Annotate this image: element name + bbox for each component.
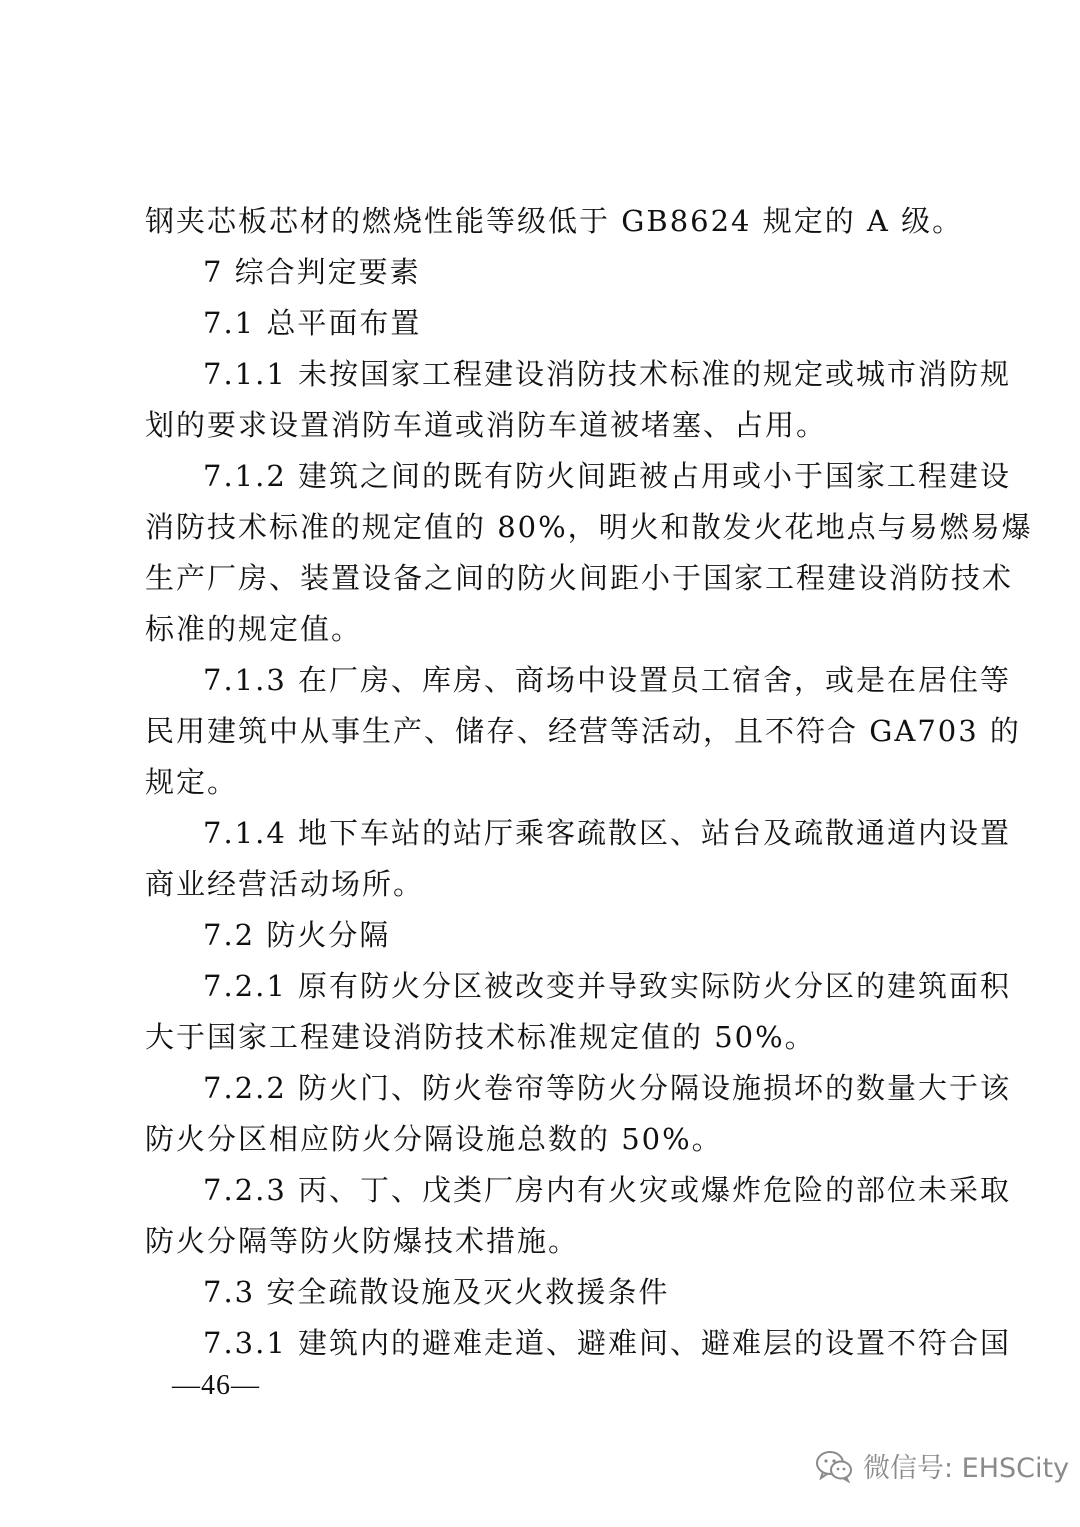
text-line: 生产厂房、装置设备之间的防火间距小于国家工程建设消防技术 — [145, 561, 1014, 595]
text-line: 7.2.2 防火门、防火卷帘等防火分隔设施损坏的数量大于该 — [203, 1071, 1012, 1105]
wechat-icon — [815, 1449, 853, 1483]
text-line: 标准的规定值。 — [145, 612, 363, 646]
text-line: 大于国家工程建设消防技术标准规定值的 50%。 — [145, 1020, 816, 1054]
text-line: 7.2.1 原有防火分区被改变并导致实际防火分区的建筑面积 — [203, 969, 1012, 1003]
section-heading: 7.1 总平面布置 — [203, 306, 422, 340]
text-line: 民用建筑中从事生产、储存、经营等活动，且不符合 GA703 的 — [145, 714, 1021, 748]
text-line: 规定。 — [145, 765, 239, 799]
section-heading: 7.2 防火分隔 — [203, 918, 391, 952]
watermark — [815, 1446, 1069, 1485]
text-line: 钢夹芯板芯材的燃烧性能等级低于 GB8624 规定的 A 级。 — [145, 204, 964, 238]
page-number: —46— — [172, 1370, 260, 1401]
text-line: 7.1.1 未按国家工程建设消防技术标准的规定或城市消防规 — [203, 357, 1012, 391]
document-body — [145, 196, 1033, 1369]
section-heading: 7.3 安全疏散设施及灭火救援条件 — [203, 1275, 670, 1309]
text-line: 消防技术标准的规定值的 80%，明火和散发火花地点与易燃易爆 — [145, 510, 1033, 544]
text-line: 划的要求设置消防车道或消防车道被堵塞、占用。 — [145, 408, 828, 442]
text-line: 7.2.3 丙、丁、戊类厂房内有火灾或爆炸危险的部位未采取 — [203, 1173, 1012, 1207]
text-line: 7.3.1 建筑内的避难走道、避难间、避难层的设置不符合国 — [203, 1326, 1012, 1360]
text-line: 防火分区相应防火分隔设施总数的 50%。 — [145, 1122, 723, 1156]
text-line: 防火分隔等防火防爆技术措施。 — [145, 1224, 580, 1258]
watermark-text: 微信号: EHSCity — [863, 1453, 1070, 1484]
section-heading: 7 综合判定要素 — [203, 255, 421, 289]
text-line: 7.1.3 在厂房、库房、商场中设置员工宿舍，或是在居住等 — [203, 663, 1012, 697]
text-line: 7.1.4 地下车站的站厅乘客疏散区、站台及疏散通道内设置 — [203, 816, 1012, 850]
text-line: 7.1.2 建筑之间的既有防火间距被占用或小于国家工程建设 — [203, 459, 1012, 493]
text-line: 商业经营活动场所。 — [145, 867, 425, 901]
